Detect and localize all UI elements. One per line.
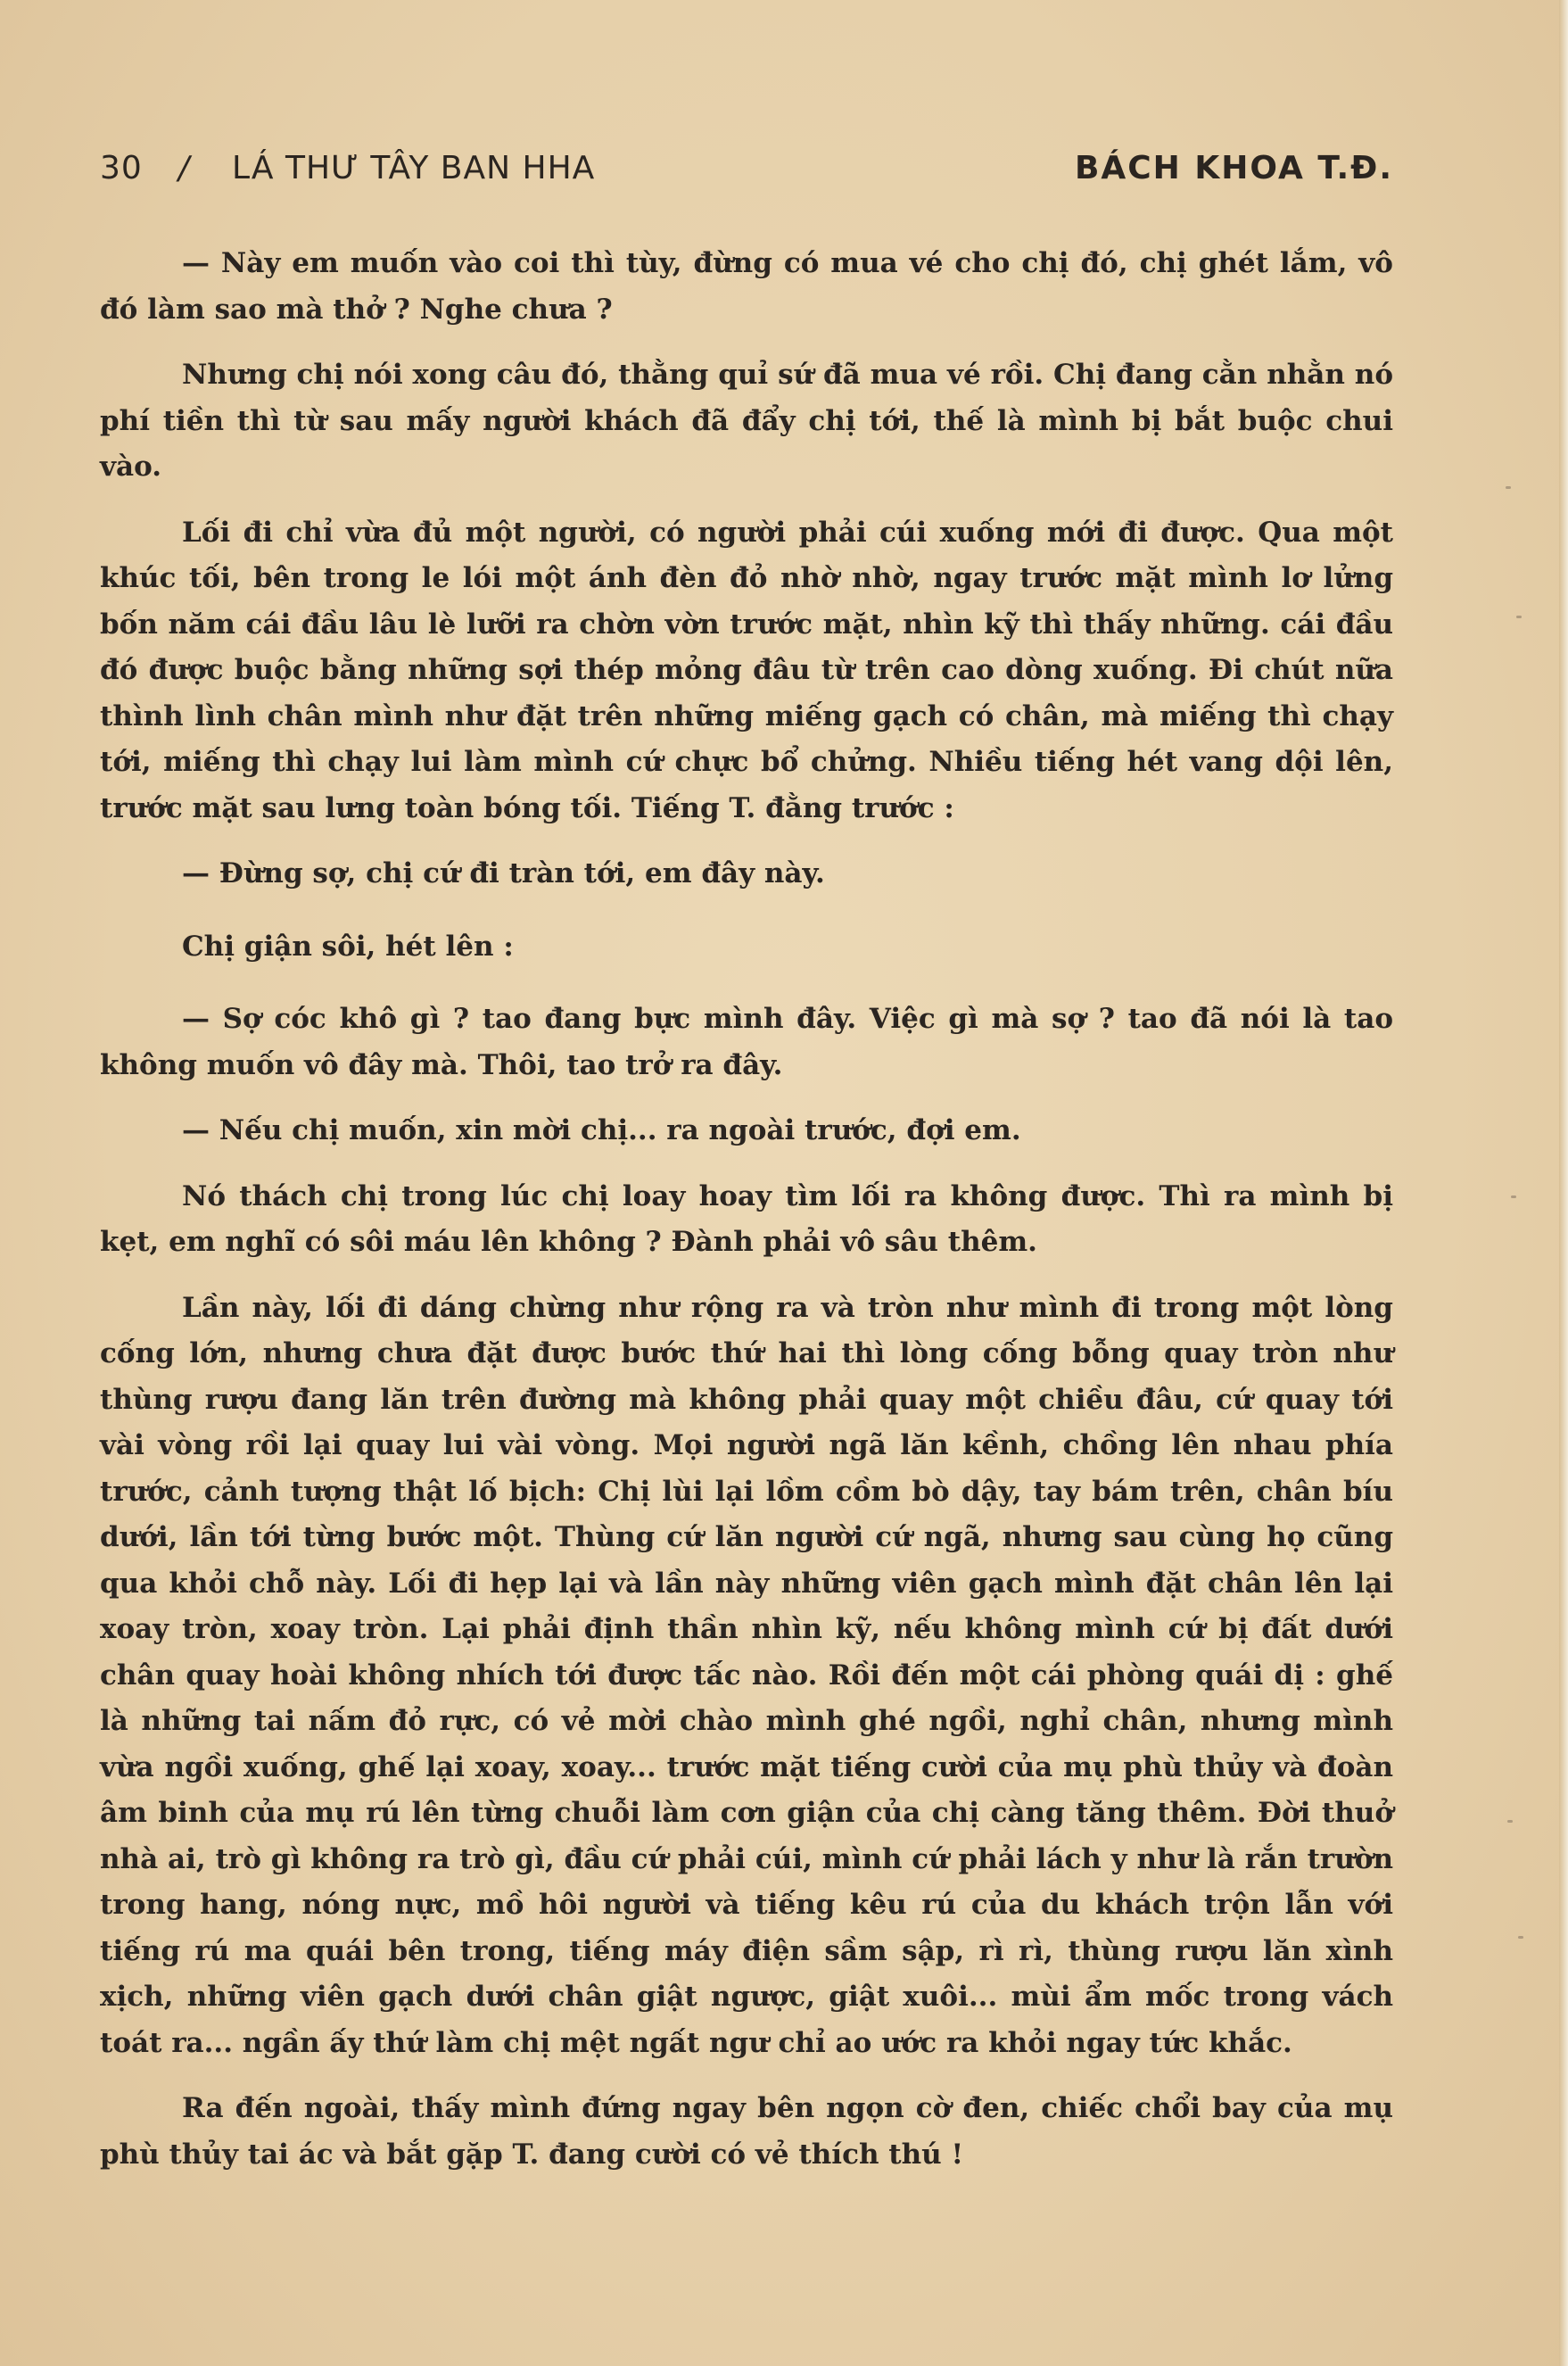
paragraph: Ra đến ngoài, thấy mình đứng ngay bên ngọn cờ đen, chiếc chổi bay của mụ phù thủy tai ác và bắt gặp T. đang cười có vẻ thích thú ! <box>100 2092 1393 2171</box>
paper-speck <box>1511 1195 1516 1198</box>
page-number: 30 <box>100 150 143 186</box>
paragraph: — Nếu chị muốn, xin mời chị... ra ngoài trước, đợi em. <box>182 1114 1021 1146</box>
paper-speck <box>1507 1820 1513 1823</box>
page-edge <box>1559 0 1568 2366</box>
paragraph: Lối đi chỉ vừa đủ một người, có người phải cúi xuống mới đi được. Qua một khúc tối, bên trong le lói một ánh đèn đỏ nhờ nhờ, ngay trước mặt mình lơ lửng bốn năm cái đầu lâu lè lưỡi ra chờn vờn trước mặt, nhìn kỹ thì thấy những. cái đầu đó được buộc bằng những sợi thép mỏng đâu từ trên cao dòng xuống. Đi chút nữa thình lình chân mình như đặt trên những miếng gạch có chân, mà miếng thì chạy tới, miếng thì chạy lui làm mình cứ chực bổ chửng. Nhiều tiếng hét vang dội lên, trước mặt sau lưng toàn bóng tối. Tiếng T. đằng trước : <box>100 516 1393 824</box>
journal-name: BÁCH KHOA T.Đ. <box>1074 150 1393 186</box>
header-separator: / <box>178 150 191 186</box>
paragraph: Nó thách chị trong lúc chị loay hoay tìm lối ra không được. Thì ra mình bị kẹt, em nghĩ có sôi máu lên không ? Đành phải vô sâu thêm. <box>100 1179 1393 1258</box>
paragraph: — Đừng sợ, chị cứ đi tràn tới, em đây này. <box>182 857 825 889</box>
paragraph: — Sợ cóc khô gì ? tao đang bực mình đây. Việc gì mà sợ ? tao đã nói là tao không muốn vô đây mà. Thôi, tao trở ra đây. <box>100 1003 1393 1081</box>
paragraph: — Này em muốn vào coi thì tùy, đừng có mua vé cho chị đó, chị ghét lắm, vô đó làm sao mà thở ? Nghe chưa ? <box>100 247 1393 326</box>
article-body <box>100 241 1393 2197</box>
paragraph: Chị giận sôi, hét lên : <box>182 930 514 963</box>
page-header <box>100 150 1393 189</box>
paragraph: Nhưng chị nói xong câu đó, thằng quỉ sứ đã mua vé rồi. Chị đang cằn nhằn nó phí tiền thì từ sau mấy người khách đã đẩy chị tới, thế là mình bị bắt buộc chui vào. <box>100 359 1393 483</box>
paragraph: Lần này, lối đi dáng chừng như rộng ra và tròn như mình đi trong một lòng cống lớn, nhưng chưa đặt được bước thứ hai thì lòng cống bỗng quay tròn như thùng rượu đang lăn trên đường mà không phải quay một chiều đâu, cứ quay tới vài vòng rồi lại quay lui vài vòng. Mọi người ngã lăn kềnh, chồng lên nhau phía trước, cảnh tượng thật lố bịch: Chị lùi lại lồm cồm bò dậy, tay bám trên, chân bíu dưới, lần tới từng bước một. Thùng cứ lăn người cứ ngã, nhưng sau cùng họ cũng qua khỏi chỗ này. Lối đi hẹp lại và lần này những viên gạch mình đặt chân lên lại xoay tròn, xoay tròn. Lại phải định thần nhìn kỹ, nếu không mình cứ bị đất dưới chân quay hoài không nhích tới được tấc nào. Rồi đến một cái phòng quái dị : ghế là những tai nấm đỏ rực, có vẻ mời chào mình ghé ngồi, nghỉ chân, nhưng mình vừa ngồi xuống, ghế lại xoay, xoay... trước mặt tiếng cười của mụ phù thủy và đoàn âm binh của mụ rú lên từng chuỗi làm cơn giận của chị càng tăng thêm. Đời thuở nhà ai, trò gì không ra trò gì, đầu cứ phải cúi, mình cứ phải lách y như là rắn trườn trong hang, nóng nực, mồ hôi người và tiếng kêu rú của du khách trộn lẫn với tiếng rú ma quái bên trong, tiếng máy điện sầm sập, rì rì, thùng rượu lăn xình xịch, những viên gạch dưới chân giật ngược, giật xuôi... mùi ẩm mốc trong vách toát ra... ngần ấy thứ làm chị mệt ngất ngư chỉ ao ước ra khỏi ngay tức khắc. <box>100 1291 1393 2059</box>
paper-speck <box>1516 616 1522 618</box>
running-title: LÁ THƯ TÂY BAN HHA <box>232 150 596 186</box>
paper-speck <box>1506 486 1511 489</box>
paper-speck <box>1518 1936 1523 1939</box>
